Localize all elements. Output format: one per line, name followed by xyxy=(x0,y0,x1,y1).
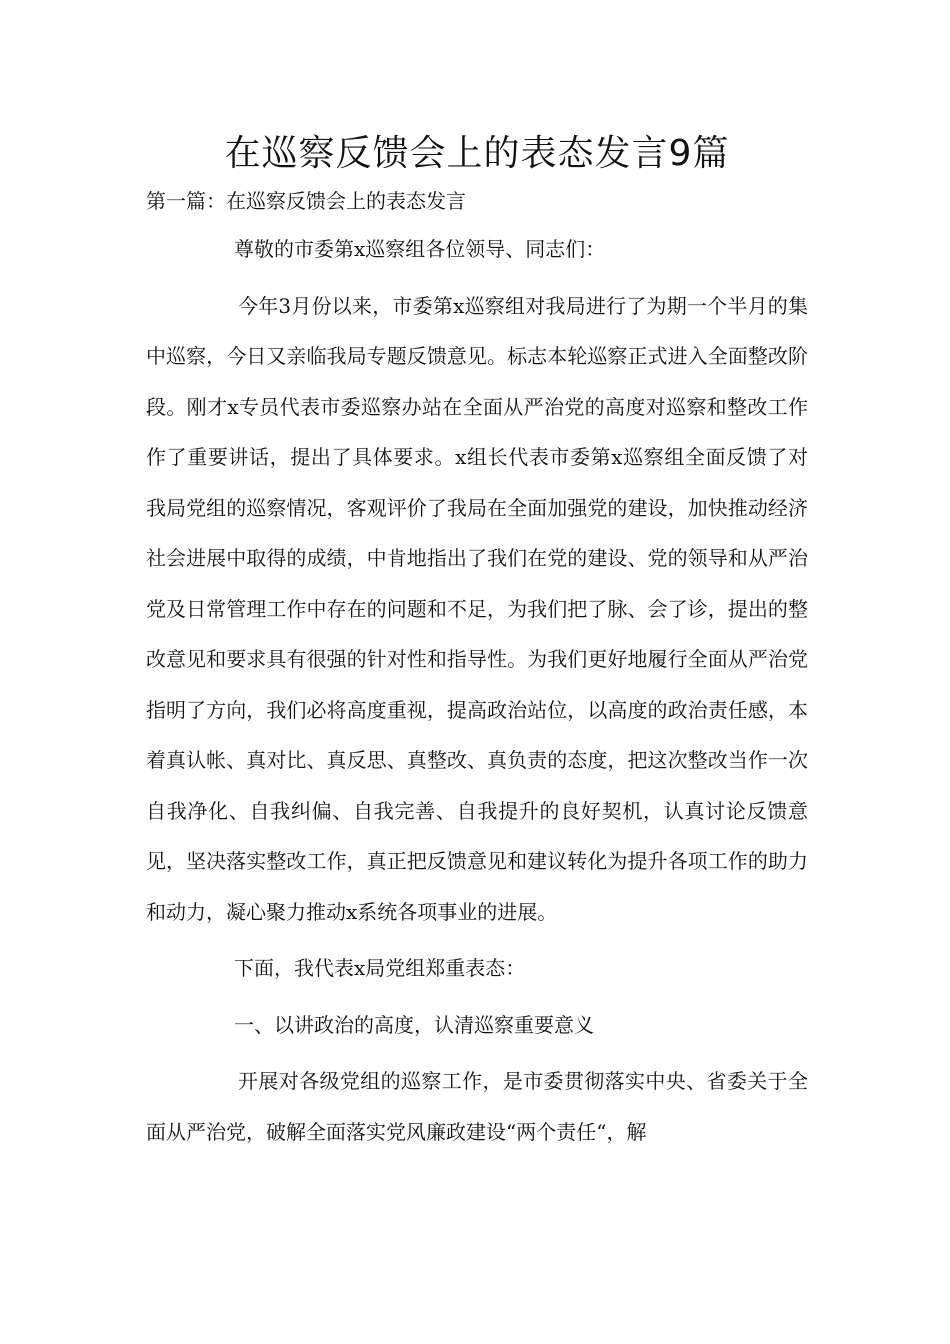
section-subtitle: 第一篇：在巡察反馈会上的表态发言 xyxy=(146,189,466,213)
paragraph-statement-lead: 下面，我代表x局党组郑重表态： xyxy=(234,956,526,980)
paragraph-intro: 今年3月份以来，市委第x巡察组对我局进行了为期一个半月的集中巡察，今日又亲临我局专题反馈意见。标志本轮巡察正式进入全面整改阶段。刚才x专员代表市委巡察办站在全面从严治党的高度对巡察和整改工作作了重要讲话，提出了具体要求。x组长代表市委第x巡察组全面反馈了对我局党组的巡察情况，客观评价了我局在全面加强党的建设，加快推动经济社会进展中取得的成绩，中肯地指出了我们在党的建设、党的领导和从严治党及日常管理工作中存在的问题和不足，为我们把了脉、会了诊，提出的整改意见和要求具有很强的针对性和指导性。为我们更好地履行全面从严治党指明了方向，我们必将高度重视，提高政治站位，以高度的政治责任感，本着真认帐、真对比、真反思、真整改、真负责的态度，把这次整改当作一次自我净化、自我纠偏、自我完善、自我提升的良好契机，认真讨论反馈意见，坚决落实整改工作，真正把反馈意见和建议转化为提升各项工作的助力和动力，凝心聚力推动x系统各项事业的进展。 xyxy=(146,293,808,924)
paragraph-section-1: 开展对各级党组的巡察工作，是市委贯彻落实中央、省委关于全面从严治党，破解全面落实党风廉政建设“两个责任“，解 xyxy=(146,1069,808,1144)
document-title: 在巡察反馈会上的表态发言9篇 xyxy=(224,133,730,174)
document-page xyxy=(146,128,808,1157)
salutation: 尊敬的市委第x巡察组各位领导、同志们： xyxy=(234,237,606,261)
section-heading-1: 一、以讲政治的高度，认清巡察重要意义 xyxy=(234,1012,594,1037)
